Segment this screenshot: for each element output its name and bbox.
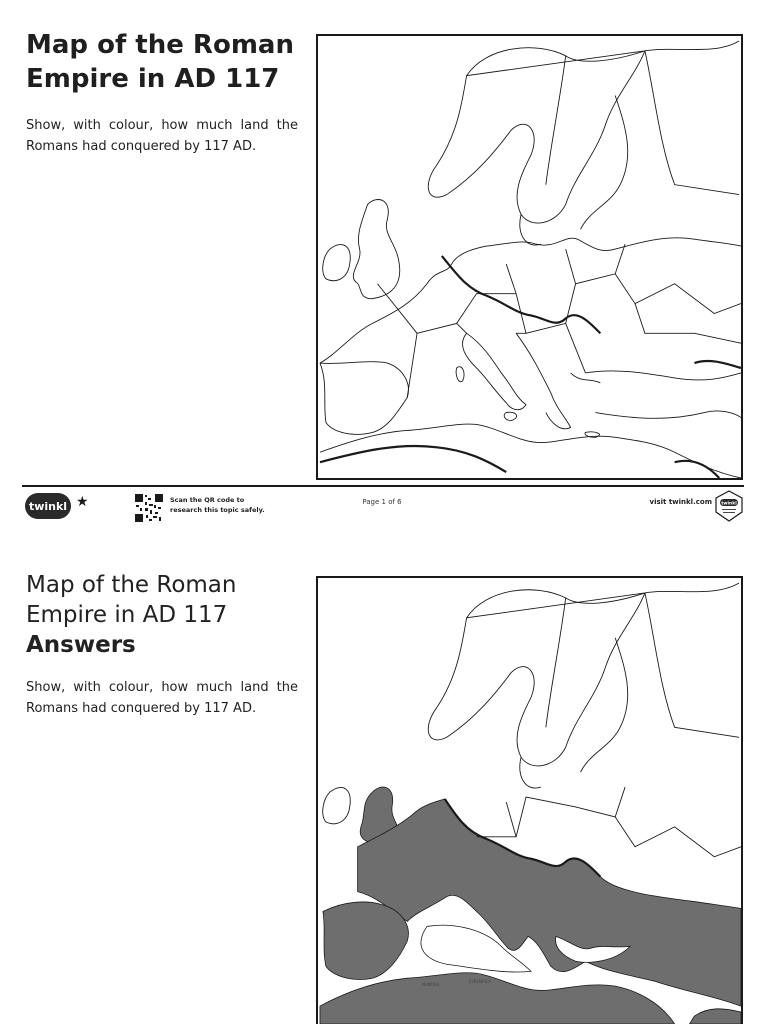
footer-divider	[22, 485, 744, 487]
map-outline-svg	[318, 36, 741, 478]
egypt-region	[689, 1009, 741, 1024]
answers-map-svg	[318, 578, 741, 1024]
blank-europe-map	[316, 34, 743, 480]
answers-title-text: Map of the Roman Empire in AD 117	[26, 572, 237, 628]
star-icon: ★	[76, 494, 89, 510]
hispania-region	[323, 902, 408, 979]
qr-caption: Scan the QR code to research this topic safely.	[170, 496, 265, 514]
twinkl-logo: twinkl	[25, 493, 71, 519]
answers-instruction-text: Show, with colour, how much land the Romans had conquered by 117 AD.	[26, 680, 298, 716]
quality-badge-icon	[714, 490, 744, 522]
map-label-cyrenaica: CYRENAICA	[468, 979, 492, 985]
badge-text: twinkl	[721, 501, 737, 507]
map-label-numidia: NUMIDIA	[422, 982, 440, 988]
visit-link[interactable]: visit twinkl.com	[649, 498, 712, 506]
answers-heading: Answers	[26, 632, 136, 658]
page-footer	[22, 490, 744, 526]
answers-europe-map	[316, 576, 743, 1024]
africa-region	[320, 973, 675, 1024]
answers-title	[26, 570, 306, 660]
instruction-text: Show, with colour, how much land the Romans had conquered by 117 AD.	[26, 118, 298, 154]
qr-code-icon	[134, 493, 164, 523]
page-number: Page 1 of 6	[362, 498, 402, 506]
page-title: Map of the Roman Empire in AD 117	[26, 30, 294, 94]
empire-mainland-region	[358, 799, 741, 1006]
